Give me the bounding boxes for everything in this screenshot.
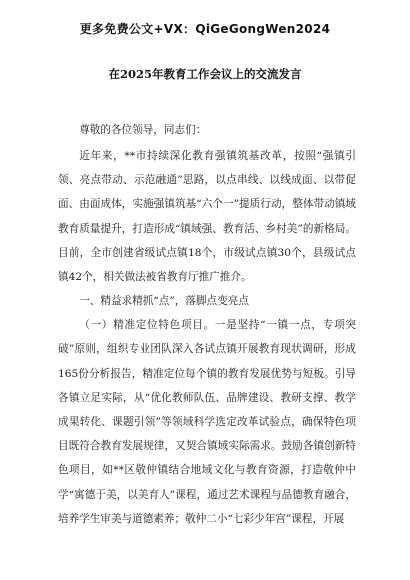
document-title: 在2025年教育工作会议上的交流发言 [108,67,302,81]
section-heading: 一、精益求精抓“点”，落脚点变亮点 [79,295,249,308]
intro-paragraph: 近年来，**市持续深化教育强镇筑基改革，按照“强镇引领、亮点带动、示范融通”思路，以点串线、以线成面、以带促面、由面成体，实施强镇筑基“六个一”提质行动，整体带动镇域教育质量提升，打造形成“镇域强、教育活、乡村美”的新格局。目前，全市创建省级试点镇18个，市级试点镇30个，县级试点镇42个，相关做法被省教育厅推广推介。 [58,150,356,284]
sub-paragraph: （一）精准定位特色项目。一是坚持“一镇一点，专项突破”原则，组织专业团队深入各试点镇开展教育现状调研，形成165份分析报告，精准定位每个镇的教育发展优势与短板。引导各镇立足实际，从“优化教师队伍、品牌建设、教研支撑、教学成果转化、课题引领”等领域科学选定改革试验点，确保特色项目既符合教育发展规律，又契合镇域实际需求。鼓励各镇创新特色项目，如**区敬仲镇结合地域文化与教育资源，打造敬仲中学“寓德于美，以美育人”课程，通过艺术课程与品德教育融合，培养学生审美与道德素养；敬仲二小“七彩少年宫”课程，开展 [58,319,356,525]
salutation: 尊敬的各位领导，同志们： [79,124,207,136]
header-watermark: 更多免费公文+VX：QiGeGongWen2024 [79,22,331,36]
document-body [58,120,356,531]
